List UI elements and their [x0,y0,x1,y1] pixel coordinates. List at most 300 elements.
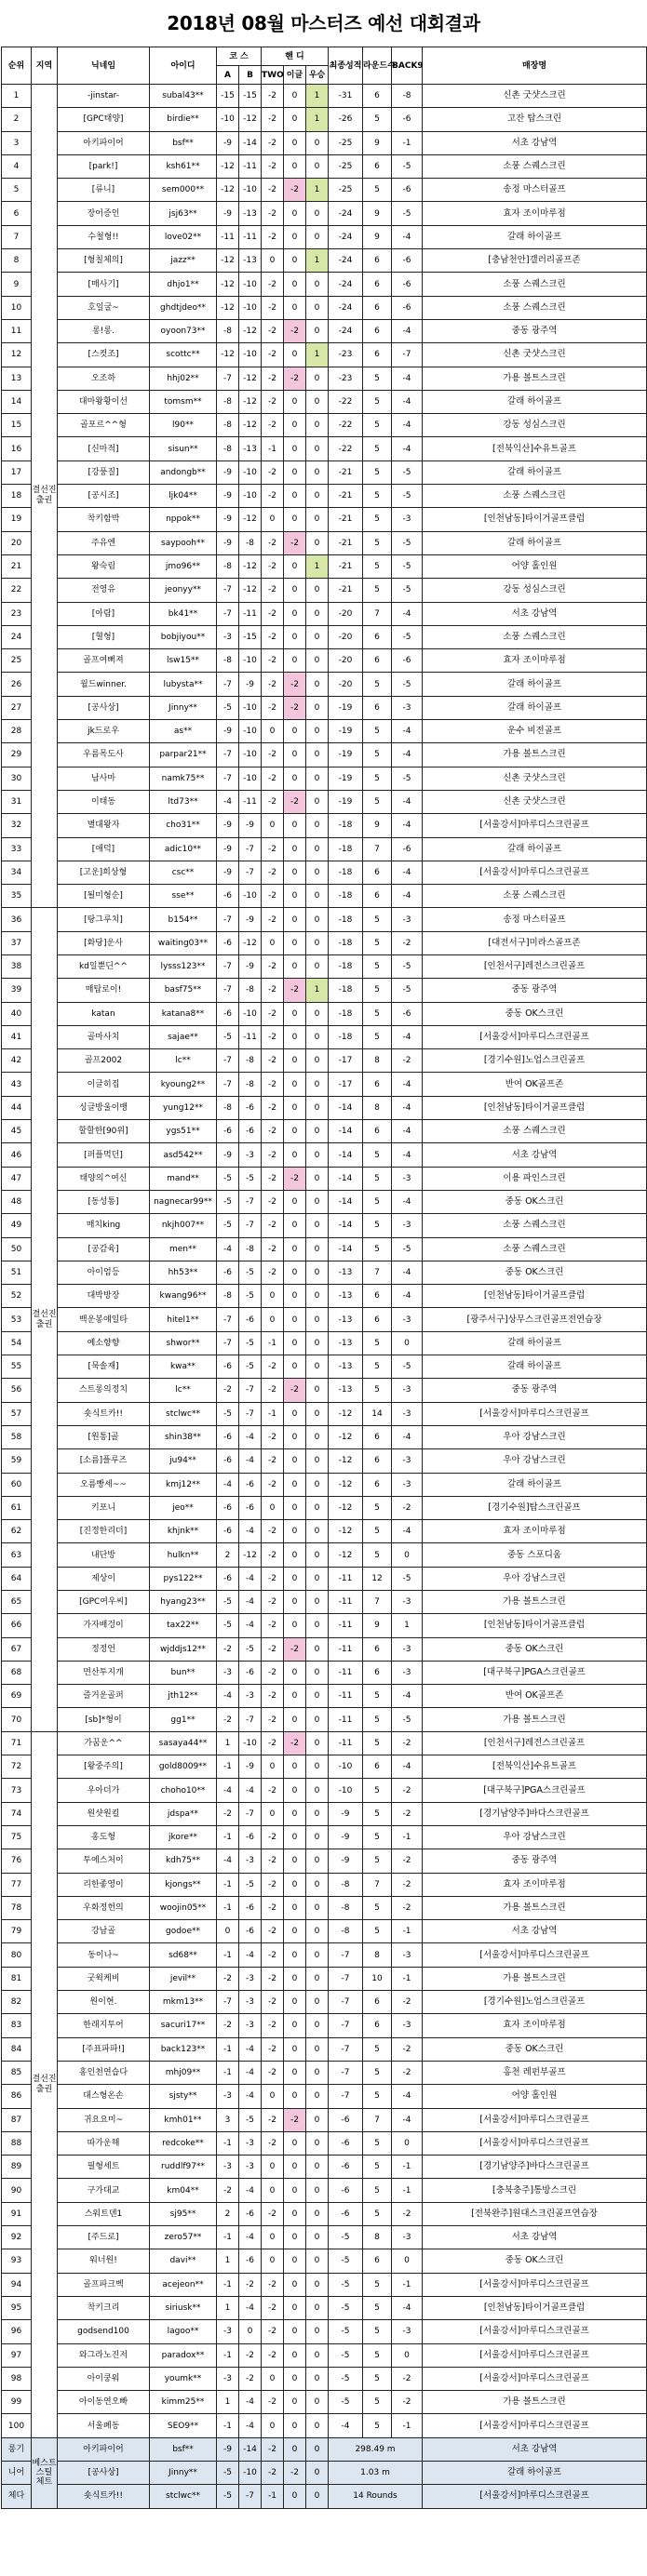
id-cell: km04** [150,2179,217,2202]
table-row [2,2414,647,2437]
rank-cell: 76 [2,1849,32,1873]
win-cell: 0 [306,1567,329,1590]
id-cell: kimm25** [150,2391,217,2414]
two-cell: -2 [262,485,284,508]
course-b-cell: -10 [239,649,262,673]
back9-cell: -4 [392,2085,423,2108]
course-a-cell: -9 [217,508,239,531]
win-cell: 0 [306,814,329,837]
course-b-cell: -12 [239,108,262,131]
final-cell: -12 [329,1402,363,1425]
back9-cell: -2 [392,1049,423,1073]
store-cell: 어양 홀인원 [423,2085,647,2108]
rank-cell: 64 [2,1567,32,1590]
id-cell: sse** [150,885,217,908]
award-id: bsf** [150,2437,217,2461]
count-cell: 5 [363,390,392,413]
course-a-cell: 0 [217,1920,239,1943]
back9-cell: 0 [392,2131,423,2155]
course-a-cell: -7 [217,743,239,767]
course-b-cell: -9 [239,908,262,931]
nickname-cell: [퍼플먹던] [58,1143,150,1167]
rank-cell: 15 [2,414,32,437]
id-cell: love02** [150,225,217,248]
count-cell: 5 [363,1379,392,1402]
course-b-cell: -6 [239,1308,262,1331]
course-b-cell: -4 [239,2414,262,2437]
nickname-cell: kd일뿐딘^^ [58,954,150,978]
store-cell: 신촌 굿샷스크린 [423,767,647,790]
table-row [2,861,647,884]
two-cell: -2 [262,225,284,248]
store-cell: [서울강서]마루디스크린골프 [423,2367,647,2390]
nickname-cell: [강풍질] [58,460,150,484]
win-cell: 0 [306,1473,329,1496]
win-cell: 0 [306,1755,329,1779]
win-cell: 0 [306,1425,329,1448]
rank-cell: 56 [2,1379,32,1402]
win-cell: 0 [306,1685,329,1708]
win-cell: 0 [306,673,329,696]
eagle-cell: 0 [284,1496,306,1519]
course-b-cell: -9 [239,1755,262,1779]
eagle-cell: 0 [284,2320,306,2343]
nickname-cell: 한래지투어 [58,2014,150,2037]
store-cell: 효자 조이마루점 [423,649,647,673]
table-row [2,1096,647,1119]
course-b-cell: -8 [239,1237,262,1261]
award-course-b: -7 [239,2485,262,2508]
course-b-cell: -6 [239,1661,262,1684]
final-cell: -11 [329,1567,363,1590]
course-b-cell: -4 [239,2391,262,2414]
back9-cell: -5 [392,202,423,225]
rank-cell: 78 [2,1896,32,1919]
two-cell: -2 [262,2037,284,2061]
course-a-cell: -5 [217,1402,239,1425]
count-cell: 6 [363,319,392,342]
id-cell: parpar21** [150,743,217,767]
rank-cell: 71 [2,1731,32,1755]
course-b-cell: -5 [239,1261,262,1284]
two-cell: 0 [262,931,284,954]
table-row [2,1237,647,1261]
table-row [2,1308,647,1331]
id-cell: paradox** [150,2343,217,2367]
course-b-cell: -12 [239,390,262,413]
back9-cell: -4 [392,1120,423,1143]
rank-cell: 8 [2,249,32,273]
count-cell: 6 [363,1473,392,1496]
eagle-cell: 0 [284,861,306,884]
course-b-cell: -10 [239,1002,262,1025]
back9-cell: -2 [392,1731,423,1755]
store-cell: 가용 볼트스크린 [423,1896,647,1919]
eagle-cell: -2 [284,673,306,696]
course-b-cell: -5 [239,1331,262,1355]
course-a-cell: -10 [217,108,239,131]
id-cell: youmk** [150,2367,217,2390]
table-row [2,2296,647,2319]
course-a-cell: -9 [217,837,239,861]
table-row [2,885,647,908]
table-row [2,1873,647,1896]
course-a-cell: -1 [217,1873,239,1896]
back9-cell: -5 [392,979,423,1002]
final-cell: -12 [329,1496,363,1519]
nickname-cell: 오조하 [58,367,150,390]
nickname-cell: 골프파크벡 [58,2273,150,2296]
rank-cell: 19 [2,508,32,531]
eagle-cell: 0 [284,1473,306,1496]
eagle-cell: 0 [284,931,306,954]
two-cell: -2 [262,460,284,484]
back9-cell: 0 [392,1543,423,1567]
win-cell: 0 [306,2202,329,2225]
two-cell: -2 [262,602,284,625]
final-cell: -23 [329,367,363,390]
nickname-cell: [동성통] [58,1190,150,1213]
id-cell: yung12** [150,1096,217,1119]
course-a-cell: -8 [217,390,239,413]
table-row [2,1779,647,1802]
final-cell: -13 [329,1379,363,1402]
back9-cell: -4 [392,743,423,767]
store-cell: [전북완주]원대스크린골프연습장 [423,2202,647,2225]
two-cell: -2 [262,1049,284,1073]
award-win: 0 [306,2437,329,2461]
eagle-cell: -2 [284,979,306,1002]
course-b-cell: -2 [239,2367,262,2390]
win-cell: 0 [306,1143,329,1167]
count-cell: 5 [363,1143,392,1167]
rank-cell: 90 [2,2179,32,2202]
nickname-cell: [공감육] [58,1237,150,1261]
store-cell: [인천남동]타이거골프클럽 [423,2296,647,2319]
two-cell: -2 [262,625,284,648]
award-record: 1.03 m [329,2461,423,2484]
rank-cell: 30 [2,767,32,790]
final-cell: -7 [329,2014,363,2037]
course-b-cell: -6 [239,2249,262,2273]
header-eagle: 이글 [284,66,306,85]
id-cell: godoe** [150,1920,217,1943]
table-row [2,696,647,719]
count-cell: 6 [363,1991,392,2014]
id-cell: kmh01** [150,2108,217,2131]
table-row [2,531,647,554]
two-cell: -2 [262,296,284,319]
win-cell: 0 [306,508,329,531]
eagle-cell: 0 [284,85,306,108]
win-cell: 0 [306,1802,329,1825]
final-cell: -23 [329,343,363,367]
final-cell: -18 [329,861,363,884]
eagle-cell: 0 [284,296,306,319]
course-b-cell: -3 [239,2014,262,2037]
table-row [2,625,647,648]
course-b-cell: -3 [239,2156,262,2179]
nickname-cell: 워너원! [58,2249,150,2273]
table-row [2,1967,647,1990]
course-a-cell: -8 [217,437,239,460]
two-cell: -2 [262,2014,284,2037]
store-cell: 중동 광주역 [423,979,647,1002]
id-cell: subal43** [150,85,217,108]
course-a-cell: -5 [217,1591,239,1614]
nickname-cell: 우아더가 [58,1779,150,1802]
win-cell: 0 [306,1167,329,1190]
table-row [2,1190,647,1213]
rank-cell: 53 [2,1308,32,1331]
table-row [2,2273,647,2296]
id-cell: mhj09** [150,2061,217,2084]
final-cell: -24 [329,225,363,248]
course-a-cell: -4 [217,1685,239,1708]
store-cell: [서울강서]마루디스크린골프 [423,1402,647,1425]
win-cell: 0 [306,1496,329,1519]
course-a-cell: -3 [217,2156,239,2179]
final-cell: -6 [329,2202,363,2225]
win-cell: 0 [306,696,329,719]
eagle-cell: 0 [284,154,306,178]
two-cell: -2 [262,1143,284,1167]
header-final: 최종성적 [329,47,363,85]
table-row [2,2061,647,2084]
win-cell: 1 [306,343,329,367]
eagle-cell: 0 [284,2273,306,2296]
final-cell: -9 [329,1849,363,1873]
id-cell: lagoo** [150,2320,217,2343]
count-cell: 5 [363,2131,392,2155]
course-a-cell: -7 [217,1991,239,2014]
win-cell: 0 [306,1285,329,1308]
course-b-cell: -3 [239,1685,262,1708]
count-cell: 5 [363,1496,392,1519]
award-label: 니어 [2,2461,32,2484]
course-b-cell: -8 [239,1049,262,1073]
store-cell: 중동 OK스크린 [423,1637,647,1661]
back9-cell: -3 [392,1449,423,1473]
win-cell: 1 [306,85,329,108]
table-row [2,1896,647,1919]
back9-cell: -5 [392,1708,423,1731]
store-cell: 서초 강남역 [423,1920,647,1943]
store-cell: 가용 볼트스크린 [423,1967,647,1990]
rank-cell: 26 [2,673,32,696]
final-cell: -14 [329,1214,363,1237]
two-cell: -2 [262,202,284,225]
back9-cell: -4 [392,390,423,413]
course-b-cell: -4 [239,2037,262,2061]
id-cell: men** [150,1237,217,1261]
results-table [1,47,647,2509]
eagle-cell: 0 [284,2414,306,2437]
two-cell: -2 [262,1825,284,1849]
table-row [2,1825,647,1849]
award-label: 체다 [2,2485,32,2508]
win-cell: 0 [306,1214,329,1237]
count-cell: 5 [363,1825,392,1849]
table-row [2,390,647,413]
nickname-cell: katan [58,1002,150,1025]
course-b-cell: -7 [239,1708,262,1731]
count-cell: 5 [363,1849,392,1873]
nickname-cell: 강남골 [58,1920,150,1943]
count-cell: 8 [363,2226,392,2249]
final-cell: -8 [329,1873,363,1896]
rank-cell: 41 [2,1025,32,1048]
win-cell: 0 [306,1190,329,1213]
eagle-cell: 0 [284,1591,306,1614]
nickname-cell: [공사상] [58,696,150,719]
id-cell: lc** [150,1049,217,1073]
win-cell: 0 [306,1591,329,1614]
header-id: 아이디 [150,47,217,85]
award-course-b: -10 [239,2461,262,2484]
id-cell: cho31** [150,814,217,837]
nickname-cell: 아키파이어 [58,131,150,154]
id-cell: jkore** [150,1825,217,1849]
two-cell: -2 [262,767,284,790]
group-label: 결선진출권 [32,1731,58,2437]
win-cell: 0 [306,2085,329,2108]
table-row [2,931,647,954]
course-b-cell: -14 [239,131,262,154]
final-cell: -10 [329,1755,363,1779]
count-cell: 5 [363,367,392,390]
rank-cell: 37 [2,931,32,954]
eagle-cell: 0 [284,1991,306,2014]
rank-cell: 50 [2,1237,32,1261]
rank-cell: 5 [2,179,32,202]
course-b-cell: -2 [239,2273,262,2296]
course-b-cell: -10 [239,296,262,319]
id-cell: sasaya44** [150,1731,217,1755]
back9-cell: -5 [392,579,423,602]
two-cell: -2 [262,1731,284,1755]
two-cell: -2 [262,579,284,602]
win-cell: 0 [306,2414,329,2437]
eagle-cell: 0 [284,579,306,602]
win-cell: 0 [306,579,329,602]
eagle-cell: 0 [284,720,306,743]
final-cell: -25 [329,154,363,178]
count-cell: 5 [363,1190,392,1213]
count-cell: 5 [363,2061,392,2084]
win-cell: 0 [306,1002,329,1025]
two-cell: 0 [262,1496,284,1519]
course-a-cell: -7 [217,954,239,978]
back9-cell: -2 [392,2061,423,2084]
course-b-cell: -11 [239,602,262,625]
final-cell: -6 [329,2156,363,2179]
course-a-cell: -7 [217,579,239,602]
course-b-cell: -10 [239,696,262,719]
award-store: 갈래 하이골프 [423,2461,647,2484]
final-cell: -11 [329,1708,363,1731]
rank-cell: 85 [2,2061,32,2084]
count-cell: 5 [363,508,392,531]
count-cell: 5 [363,908,392,931]
id-cell: adic10** [150,837,217,861]
nickname-cell: 골프여뻐져 [58,649,150,673]
store-cell: 효자 조이마루점 [423,1873,647,1896]
rank-cell: 54 [2,1331,32,1355]
store-cell: [서울강서]마루디스크린골프 [423,2108,647,2131]
two-cell: -2 [262,1614,284,1637]
nickname-cell: 투에스처이 [58,1849,150,1873]
course-b-cell: -10 [239,179,262,202]
eagle-cell: 0 [284,1943,306,1967]
back9-cell: -6 [392,296,423,319]
two-cell: -2 [262,1708,284,1731]
nickname-cell: 매탑로이! [58,979,150,1002]
win-cell: 0 [306,390,329,413]
count-cell: 5 [363,2367,392,2390]
id-cell: nagnecar99** [150,1190,217,1213]
course-a-cell: -11 [217,225,239,248]
count-cell: 5 [363,2085,392,2108]
table-row [2,367,647,390]
nickname-cell: 이태동 [58,790,150,813]
course-a-cell: -1 [217,2226,239,2249]
eagle-cell: 0 [284,2343,306,2367]
eagle-cell: 0 [284,743,306,767]
rank-cell: 18 [2,485,32,508]
eagle-cell: 0 [284,460,306,484]
course-b-cell: -10 [239,885,262,908]
two-cell: -2 [262,1473,284,1496]
two-cell: -2 [262,696,284,719]
store-cell: [경기남양주]바다스크린골프 [423,1802,647,1825]
table-row [2,1449,647,1473]
back9-cell: 0 [392,1331,423,1355]
course-b-cell: -5 [239,1873,262,1896]
store-cell: 갈래 하이골프 [423,1331,647,1355]
count-cell: 6 [363,273,392,296]
nickname-cell: 서울폐동 [58,2414,150,2437]
id-cell: dhjo1** [150,273,217,296]
course-b-cell: -7 [239,1190,262,1213]
course-a-cell: -8 [217,649,239,673]
table-row [2,2131,647,2155]
table-row [2,296,647,319]
two-cell: 0 [262,1285,284,1308]
nickname-cell: 착키함박 [58,508,150,531]
store-cell: 신촌 굿샷스크린 [423,85,647,108]
course-a-cell: -7 [217,602,239,625]
win-cell: 0 [306,1731,329,1755]
rank-cell: 10 [2,296,32,319]
course-b-cell: -4 [239,1943,262,1967]
award-group-label: 베스트 스틸 체트 [32,2437,58,2508]
course-b-cell: -4 [239,2296,262,2319]
rank-cell: 66 [2,1614,32,1637]
count-cell: 6 [363,1425,392,1448]
win-cell: 0 [306,1308,329,1331]
win-cell: 0 [306,1637,329,1661]
eagle-cell: 0 [284,1661,306,1684]
count-cell: 8 [363,1049,392,1073]
course-a-cell: -1 [217,2131,239,2155]
win-cell: 0 [306,1355,329,1379]
table-row [2,1285,647,1308]
group-label: 결선진출권 [32,85,58,908]
final-cell: -31 [329,85,363,108]
final-cell: -5 [329,2273,363,2296]
table-row [2,249,647,273]
